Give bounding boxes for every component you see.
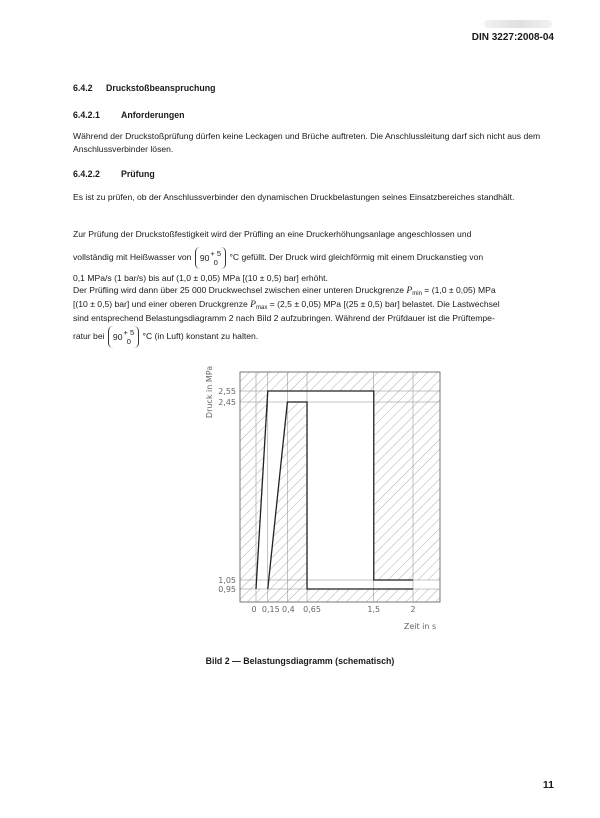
symbol-p: P (406, 286, 413, 296)
text-run: vollständig mit Heißwasser von (73, 252, 192, 262)
load-diagram (200, 352, 460, 652)
x-axis-label: Zeit in s (403, 622, 437, 631)
section-heading-642 (73, 82, 215, 95)
tolerance-upper: + 5 (123, 328, 135, 338)
text-line: sind entsprechend Belastungsdiagramm 2 nach Bild 2 aufzubringen. Während der Prüfdauer ist die Prüftempe- (73, 313, 495, 323)
section-title: Druckstoßbeanspruchung (106, 83, 216, 93)
hatched-area-upper (240, 372, 440, 589)
y-tick-label: 1,05 (218, 576, 236, 585)
x-tick-label: 0,15 (261, 605, 280, 614)
paragraph-test-purpose: Es ist zu prüfen, ob der Anschlussverbinder den dynamischen Druckbelastungen seines Einsatzbereiches standhält. (73, 192, 515, 202)
text-run: Der Prüfling wird dann über 25 000 Druckwechsel zwischen einer unteren Druckgrenze (73, 285, 405, 295)
text-run: [(10 ± 0,5) bar] und einer oberen Druckgrenze (73, 299, 248, 309)
x-tick-label: 0,4 (282, 605, 295, 614)
text-line (73, 325, 563, 347)
section-number: 6.4.2.2 (73, 169, 100, 179)
temperature-tolerance (195, 247, 226, 269)
page-number: 11 (542, 779, 554, 791)
symbol-p: P (250, 300, 256, 310)
text-run: °C (in Luft) konstant zu halten. (142, 331, 259, 341)
text-line: Zur Prüfung der Druckstoßfestigkeit wird der Prüfling an eine Druckerhöhungsanlage angeschlossen und (73, 229, 472, 239)
paragraph-requirements: Während der Druckstoßprüfung dürfen keine Leckagen und Brüche auftreten. Die Anschlussleitung darf sich nicht aus dem Anschlussverbinder lösen. (73, 131, 541, 154)
x-tick-label: 0 (251, 605, 257, 614)
y-tick-label: 2,55 (218, 387, 236, 396)
section-heading-6422 (73, 168, 155, 181)
section-title: Anforderungen (121, 110, 185, 120)
tolerance-lower: 0 (126, 337, 131, 347)
figure-caption: Bild 2 — Belastungsdiagramm (schematisch) (205, 656, 395, 666)
scan-smudge (484, 20, 552, 28)
text-line (73, 246, 563, 268)
document-id: DIN 3227:2008-04 (471, 32, 554, 43)
x-tick-label: 0,65 (303, 605, 321, 614)
temperature-value: 90 (112, 331, 123, 342)
symbol-subscript: max (255, 305, 268, 311)
section-title: Prüfung (121, 169, 155, 179)
x-tick-label: 1,5 (367, 605, 381, 614)
text-line: 0,1 MPa/s (1 bar/s) bis auf (1,0 ± 0,05) MPa [(10 ± 0,5) bar] erhöht. (73, 273, 328, 283)
text-line (73, 298, 563, 312)
section-number: 6.4.2.1 (73, 110, 100, 120)
section-heading-6421 (73, 109, 185, 122)
text-line (73, 284, 563, 298)
y-tick-label: 0,95 (218, 585, 236, 594)
tolerance-upper: + 5 (210, 249, 222, 259)
text-run: = (2,5 ± 0,05) MPa [(25 ± 0,5) bar] belastet. Die Lastwechsel (269, 299, 500, 309)
temperature-value: 90 (199, 252, 210, 263)
text-run: = (1,0 ± 0,05) MPa (424, 285, 496, 295)
symbol-subscript: min (412, 291, 422, 297)
text-run: ratur bei (73, 331, 105, 341)
y-axis-label: Druck in MPa (205, 365, 214, 419)
y-tick-label: 2,45 (218, 398, 236, 407)
text-run: °C gefüllt. Der Druck wird gleichförmig mit einem Druckanstieg von (229, 252, 484, 262)
section-number: 6.4.2 (73, 83, 93, 93)
temperature-tolerance (108, 326, 139, 348)
paragraph-test-setup (73, 228, 563, 285)
paragraph-load-cycles (73, 284, 563, 347)
tolerance-lower: 0 (213, 258, 218, 268)
x-tick-label: 2 (410, 605, 416, 614)
